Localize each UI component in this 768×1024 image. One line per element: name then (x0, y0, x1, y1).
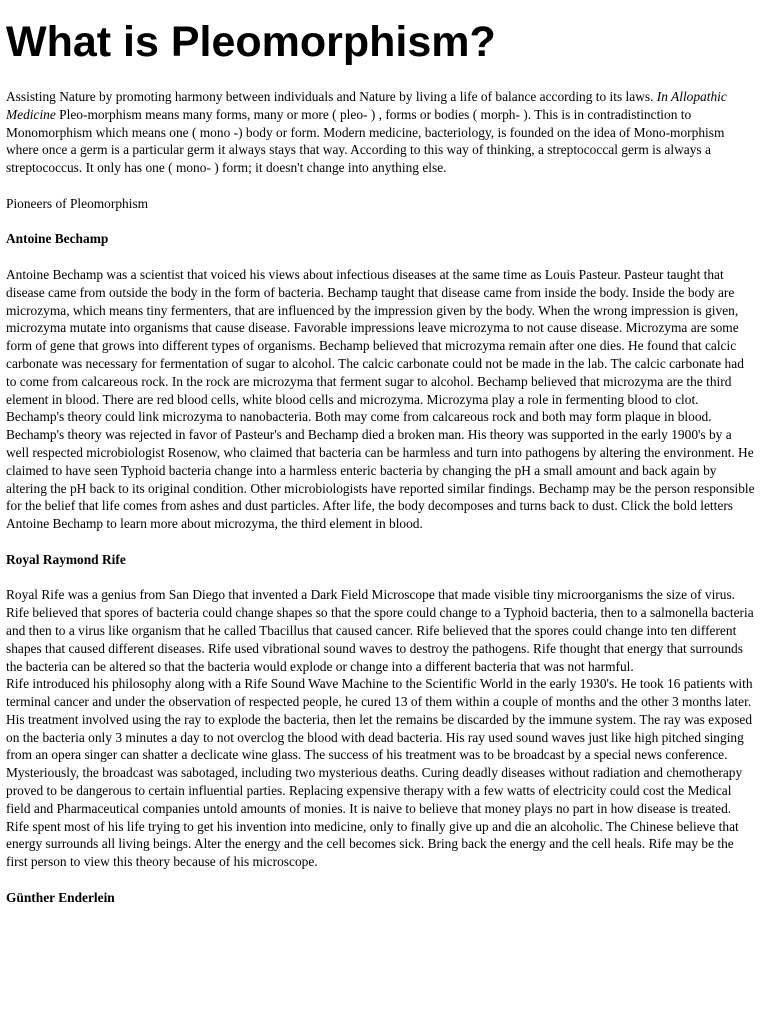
document-page (6, 16, 756, 907)
enderlein-heading: Günther Enderlein (6, 889, 115, 905)
bechamp-heading-link[interactable]: Antoine Bechamp (6, 231, 109, 247)
intro-paragraph (6, 88, 756, 177)
intro-text-end: Pleo-morphism means many forms, many or more ( pleo- ) , forms or bodies ( morph- ). This is in contradistinction to Monomorphism which means one ( mono -) body or form. Modern medicine, bacteriology, is founded on the idea of Mono-morphism where once a germ is a particular germ it always stays that way. According to this way of thinking, a streptococcal germ is always a streptococcus. It only has one ( mono- ) form; it doesn't change into anything else. (6, 106, 725, 176)
rife-paragraph-1: Royal Rife was a genius from San Diego that invented a Dark Field Microscope that made visible tiny microorganisms the size of virus. Rife believed that spores of bacteria could change shapes so that the spore could change to a Typhoid bacteria, then to a salmonella bacteria and then to a virus like organism that he called Tbacillus that caused cancer. Rife believed that the spores could change into ten different shapes that caused different diseases. Rife used vibrational sound waves to destroy the pathogens. Rife thought that energy that surrounds the bacteria can be altered so that the bacteria would explode or change into a different bacteria that was not harmful. (6, 587, 754, 674)
article-body (6, 88, 756, 907)
rife-heading: Royal Raymond Rife (6, 551, 126, 567)
page-title: What is Pleomorphism? (6, 18, 496, 66)
intro-text-start: Assisting Nature by promoting harmony between individuals and Nature by living a life of balance according to its laws. (6, 89, 657, 104)
pioneers-label: Pioneers of Pleomorphism (6, 195, 149, 211)
intro-italic-phrase: In Allopathic Medicine (6, 89, 727, 122)
rife-paragraph-2: Rife introduced his philosophy along with a Rife Sound Wave Machine to the Scientific World in the early 1930's. He took 16 patients with terminal cancer and under the observation of respected people, he cured 13 of them within a couple of months and the other 3 months later. His treatment involved using the ray to explode the bacteria, then let the remains be discarded by the immune system. The ray was exposed on the bacteria only 3 minutes a day to not overclog the blood with dead bacteria. His ray used sound waves just like high pitched singing from an opera singer can shatter a declicate wine glass. The success of his treatment was to be broadcast by a special news conference. Mysteriously, the broadcast was sabotaged, including two mysterious deaths. Curing deadly diseases without radiation and chemotherapy proved to be dangerous to certain influential parties. Replacing expensive therapy with a few watts of electricity could cost the Medical field and Pharmaceutical companies untold amounts of monies. It is naive to believe that money plays no part in how disease is treated. Rife spent most of his life trying to get his invention into medicine, only to finally give up and die an alcoholic. The Chinese believe that energy surrounds all living beings. Alter the energy and the cell becomes sick. Bring back the energy and the cell heals. Rife may be the first person to view this theory because of his microscope. (6, 676, 753, 870)
bechamp-paragraph: Antoine Bechamp was a scientist that voiced his views about infectious diseases at the same time as Louis Pasteur. Pasteur taught that disease came from outside the body in the form of bacteria. Bechamp taught that disease came from inside the body. Inside the body are microzyma, which means tiny fermenters, that are influenced by the impression given by the body. When the wrong impression is given, microzyma mutate into organisms that cause disease. Favorable impressions leave microzyma to not cause disease. Microzyma are some form of gene that grows into different types of organisms. Bechamp believed that microzyma remain after one dies. He found that calcic carbonate was necessary for fermentation of sugar to alcohol. The calcic carbonate could not be made in the lab. The calcic carbonate had to come from calcareous rock. In the rock are microzyma that ferment sugar to alcohol. Bechamp believed that microzyma are the third element in blood. There are red blood cells, white blood cells and microzyma. Microzyma play a role in fermenting blood to clot. Bechamp's theory could link microzyma to nanobacteria. Both may come from calcareous rock and both may form plaque in blood. Bechamp's theory was rejected in favor of Pasteur's and Bechamp died a broken man. His theory was supported in the early 1900's by a well respected microbiologist Rosenow, who claimed that bacteria can be harmless and turn into pathogens by altering the environment. He claimed to have seen Typhoid bacteria change into a harmless enteric bacteria by changing the pH a small amount and back again by altering the pH back to its original condition. Other microbiologists have reported similar findings. Bechamp may be the person responsible for the belief that life comes from ashes and dust particles. After life, the body decomposes and turns back to dust. Click the bold letters Antoine Bechamp to learn more about microzyma, the third element in blood. (6, 266, 755, 532)
